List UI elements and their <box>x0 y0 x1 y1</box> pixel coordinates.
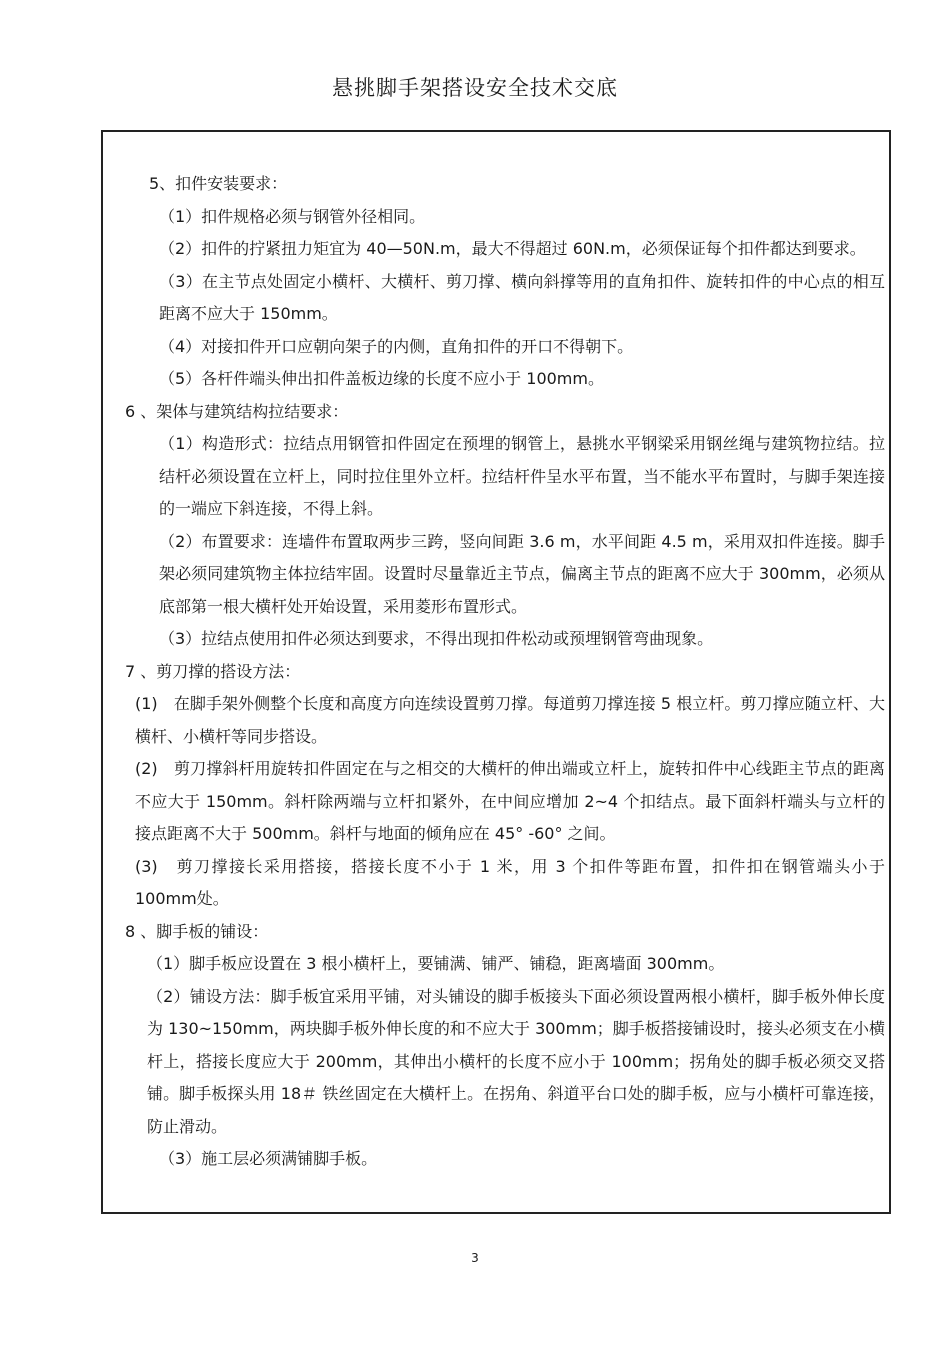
section-heading-8: 8 、脚手板的铺设： <box>125 921 269 941</box>
paragraph-7-1: (1) 在脚手架外侧整个长度和高度方向连续设置剪刀撑。每道剪刀撑连接 5 根立杆。剪刀撑应随立杆、大横杆、小横杆等同步搭设。 <box>135 694 885 746</box>
page-number: 3 <box>471 1251 479 1265</box>
section-heading-6: 6 、架体与建筑结构拉结要求： <box>125 401 349 421</box>
paragraph-8-2: （2）铺设方法：脚手板宜采用平铺，对头铺设的脚手板接头下面必须设置两根小横杆，脚手板外伸长度为 130~150mm，两块脚手板外伸长度的和不应大于 300mm；脚手板搭接铺设时，接头必须支在小横杆上，搭接长度应大于 200mm，其伸出小横杆的长度不应小于 100mm；拐角处的脚手板必须交叉搭铺。脚手板探头用 18＃ 铁丝固定在大横杆上。在拐角、斜道平台口处的脚手板，应与小横杆可靠连接，防止滑动。 <box>147 986 885 1136</box>
section-heading-5: 5、扣件安装要求： <box>149 174 288 193</box>
section-heading-7: 7 、剪刀撑的搭设方法： <box>125 661 301 681</box>
paragraph-5-5: （5）各杆件端头伸出扣件盖板边缘的长度不应小于 100mm。 <box>159 369 604 388</box>
paragraph-8-3: （3）施工层必须满铺脚手板。 <box>159 1149 378 1168</box>
paragraph-7-3: (3) 剪刀撑接长采用搭接，搭接长度不小于 1 米，用 3 个扣件等距布置，扣件扣在钢管端头小于 100mm处。 <box>135 856 885 908</box>
paragraph-5-1: （1）扣件规格必须与钢管外径相同。 <box>159 206 426 226</box>
paragraph-7-2: (2) 剪刀撑斜杆用旋转扣件固定在与之相交的大横杆的伸出端或立杆上，旋转扣件中心线距主节点的距离不应大于 150mm。斜杆除两端与立杆扣紧外，在中间应增加 2~4 个扣结点。最下面斜杆端头与立杆的接点距离不大于 500mm。斜杆与地面的倾角应在 45° -60° 之间。 <box>135 759 885 843</box>
paragraph-6-1: （1）构造形式：拉结点用钢管扣件固定在预埋的钢管上，悬挑水平钢梁采用钢丝绳与建筑物拉结。拉结杆必须设置在立杆上，同时拉住里外立杆。拉结杆件呈水平布置，当不能水平布置时，与脚手架连接的一端应下斜连接，不得上斜。 <box>159 434 885 518</box>
paragraph-8-1: （1）脚手板应设置在 3 根小横杆上，要铺满、铺严、铺稳，距离墙面 300mm。 <box>147 954 725 973</box>
paragraph-6-2: （2）布置要求：连墙件布置取两步三跨，竖向间距 3.6 m，水平间距 4.5 m，采用双扣件连接。脚手架必须同建筑物主体拉结牢固。设置时尽量靠近主节点，偏离主节点的距离不应大于 300mm，必须从底部第一根大横杆处开始设置，采用菱形布置形式。 <box>159 531 885 616</box>
paragraph-6-3: （3）拉结点使用扣件必须达到要求，不得出现扣件松动或预埋钢管弯曲现象。 <box>159 629 714 648</box>
document-title: 悬挑脚手架搭设安全技术交底 <box>332 76 618 100</box>
paragraph-5-4: （4）对接扣件开口应朝向架子的内侧，直角扣件的开口不得朝下。 <box>159 336 634 356</box>
paragraph-5-3: （3）在主节点处固定小横杆、大横杆、剪刀撑、横向斜撑等用的直角扣件、旋转扣件的中心点的相互距离不应大于 150mm。 <box>159 271 885 323</box>
paragraph-5-2: （2）扣件的拧紧扭力矩宜为 40—50N.m，最大不得超过 60N.m，必须保证每个扣件都达到要求。 <box>159 239 866 258</box>
document-body <box>109 168 885 1176</box>
